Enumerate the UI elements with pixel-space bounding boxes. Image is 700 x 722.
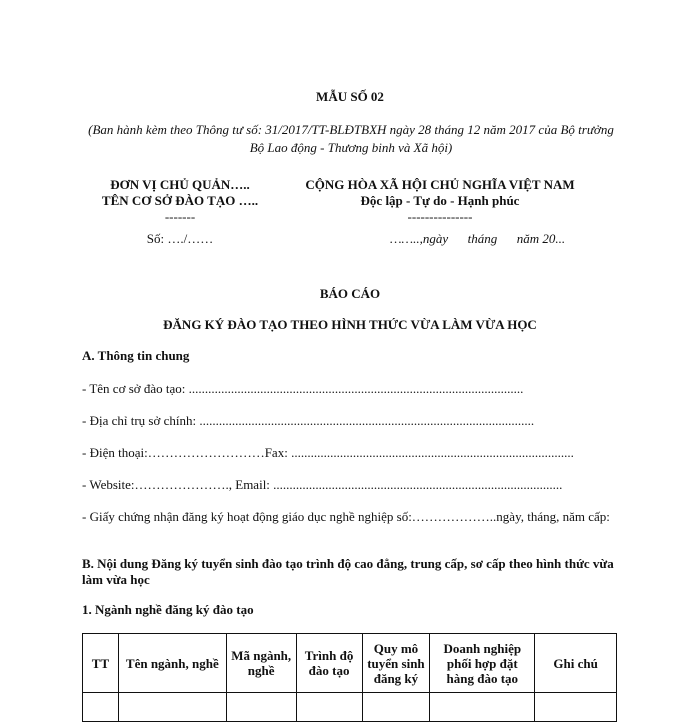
table-header-row (83, 634, 617, 693)
table-cell[interactable] (362, 693, 430, 722)
section-b-title: B. Nội dung Đăng ký tuyển sinh đào tạo trình độ cao đẳng, trung cấp, sơ cấp theo hình thức vừa làm vừa học (82, 556, 614, 587)
table-row (83, 693, 617, 722)
place-date: ……..,ngày tháng năm 20... (390, 231, 566, 246)
training-institution-name: TÊN CƠ SỞ ĐÀO TẠO ….. (101, 193, 259, 208)
right-divider: --------------- (407, 209, 473, 224)
table-cell[interactable] (430, 693, 535, 722)
header-cell-program-name: Tên ngành, nghề (118, 634, 226, 693)
form-number: MẪU SỐ 02 (316, 89, 384, 104)
table-cell[interactable] (118, 693, 226, 722)
header-cell-enrollment: Quy mô tuyển sinh đăng ký (362, 634, 430, 693)
table-cell[interactable] (296, 693, 362, 722)
header-cell-notes: Ghi chú (535, 634, 617, 693)
parent-unit: ĐƠN VỊ CHỦ QUẢN….. (110, 177, 250, 192)
document-number: Số: …./…… (146, 231, 214, 246)
left-divider: ------- (164, 209, 196, 224)
table-cell[interactable] (535, 693, 617, 722)
country-name: CỘNG HÒA XÃ HỘI CHỦ NGHĨA VIỆT NAM (305, 177, 575, 192)
table-cell[interactable] (226, 693, 296, 722)
website-email-field[interactable]: - Website:…………………., Email: ......................................................................................... (82, 477, 563, 492)
national-motto-block (270, 177, 610, 225)
registration-table (82, 633, 617, 722)
report-title: BÁO CÁO (319, 286, 381, 301)
report-subtitle: ĐĂNG KÝ ĐÀO TẠO THEO HÌNH THỨC VỪA LÀM VỪA HỌC (163, 317, 537, 332)
section-a-title: A. Thông tin chung (82, 348, 190, 363)
legal-basis: (Ban hành kèm theo Thông tư số: 31/2017/TT-BLĐTBXH ngày 28 tháng 12 năm 2017 của Bộ trưởng Bộ Lao động - Thương binh và Xã hội) (88, 122, 614, 155)
institution-name-field[interactable]: - Tên cơ sở đào tạo: ....................................................................................................... (82, 381, 524, 396)
subsection-b1-title: 1. Ngành nghề đăng ký đào tạo (82, 602, 254, 617)
certificate-field[interactable]: - Giấy chứng nhận đăng ký hoạt động giáo dục nghề nghiệp số:………………..ngày, tháng, năm cấp: (82, 509, 610, 524)
issuing-unit-block (75, 177, 285, 225)
header-cell-tt: TT (83, 634, 119, 693)
header-cell-program-code: Mã ngành, nghề (226, 634, 296, 693)
phone-fax-field[interactable]: - Điện thoại:………………………Fax: ....................................................................................... (82, 445, 574, 460)
address-field[interactable]: - Địa chỉ trụ sở chính: ....................................................................................................... (82, 413, 535, 428)
header-cell-level: Trình độ đào tạo (296, 634, 362, 693)
header-cell-partner: Doanh nghiệp phối hợp đặt hàng đào tạo (430, 634, 535, 693)
table-cell[interactable] (83, 693, 119, 722)
motto: Độc lập - Tự do - Hạnh phúc (360, 193, 520, 208)
